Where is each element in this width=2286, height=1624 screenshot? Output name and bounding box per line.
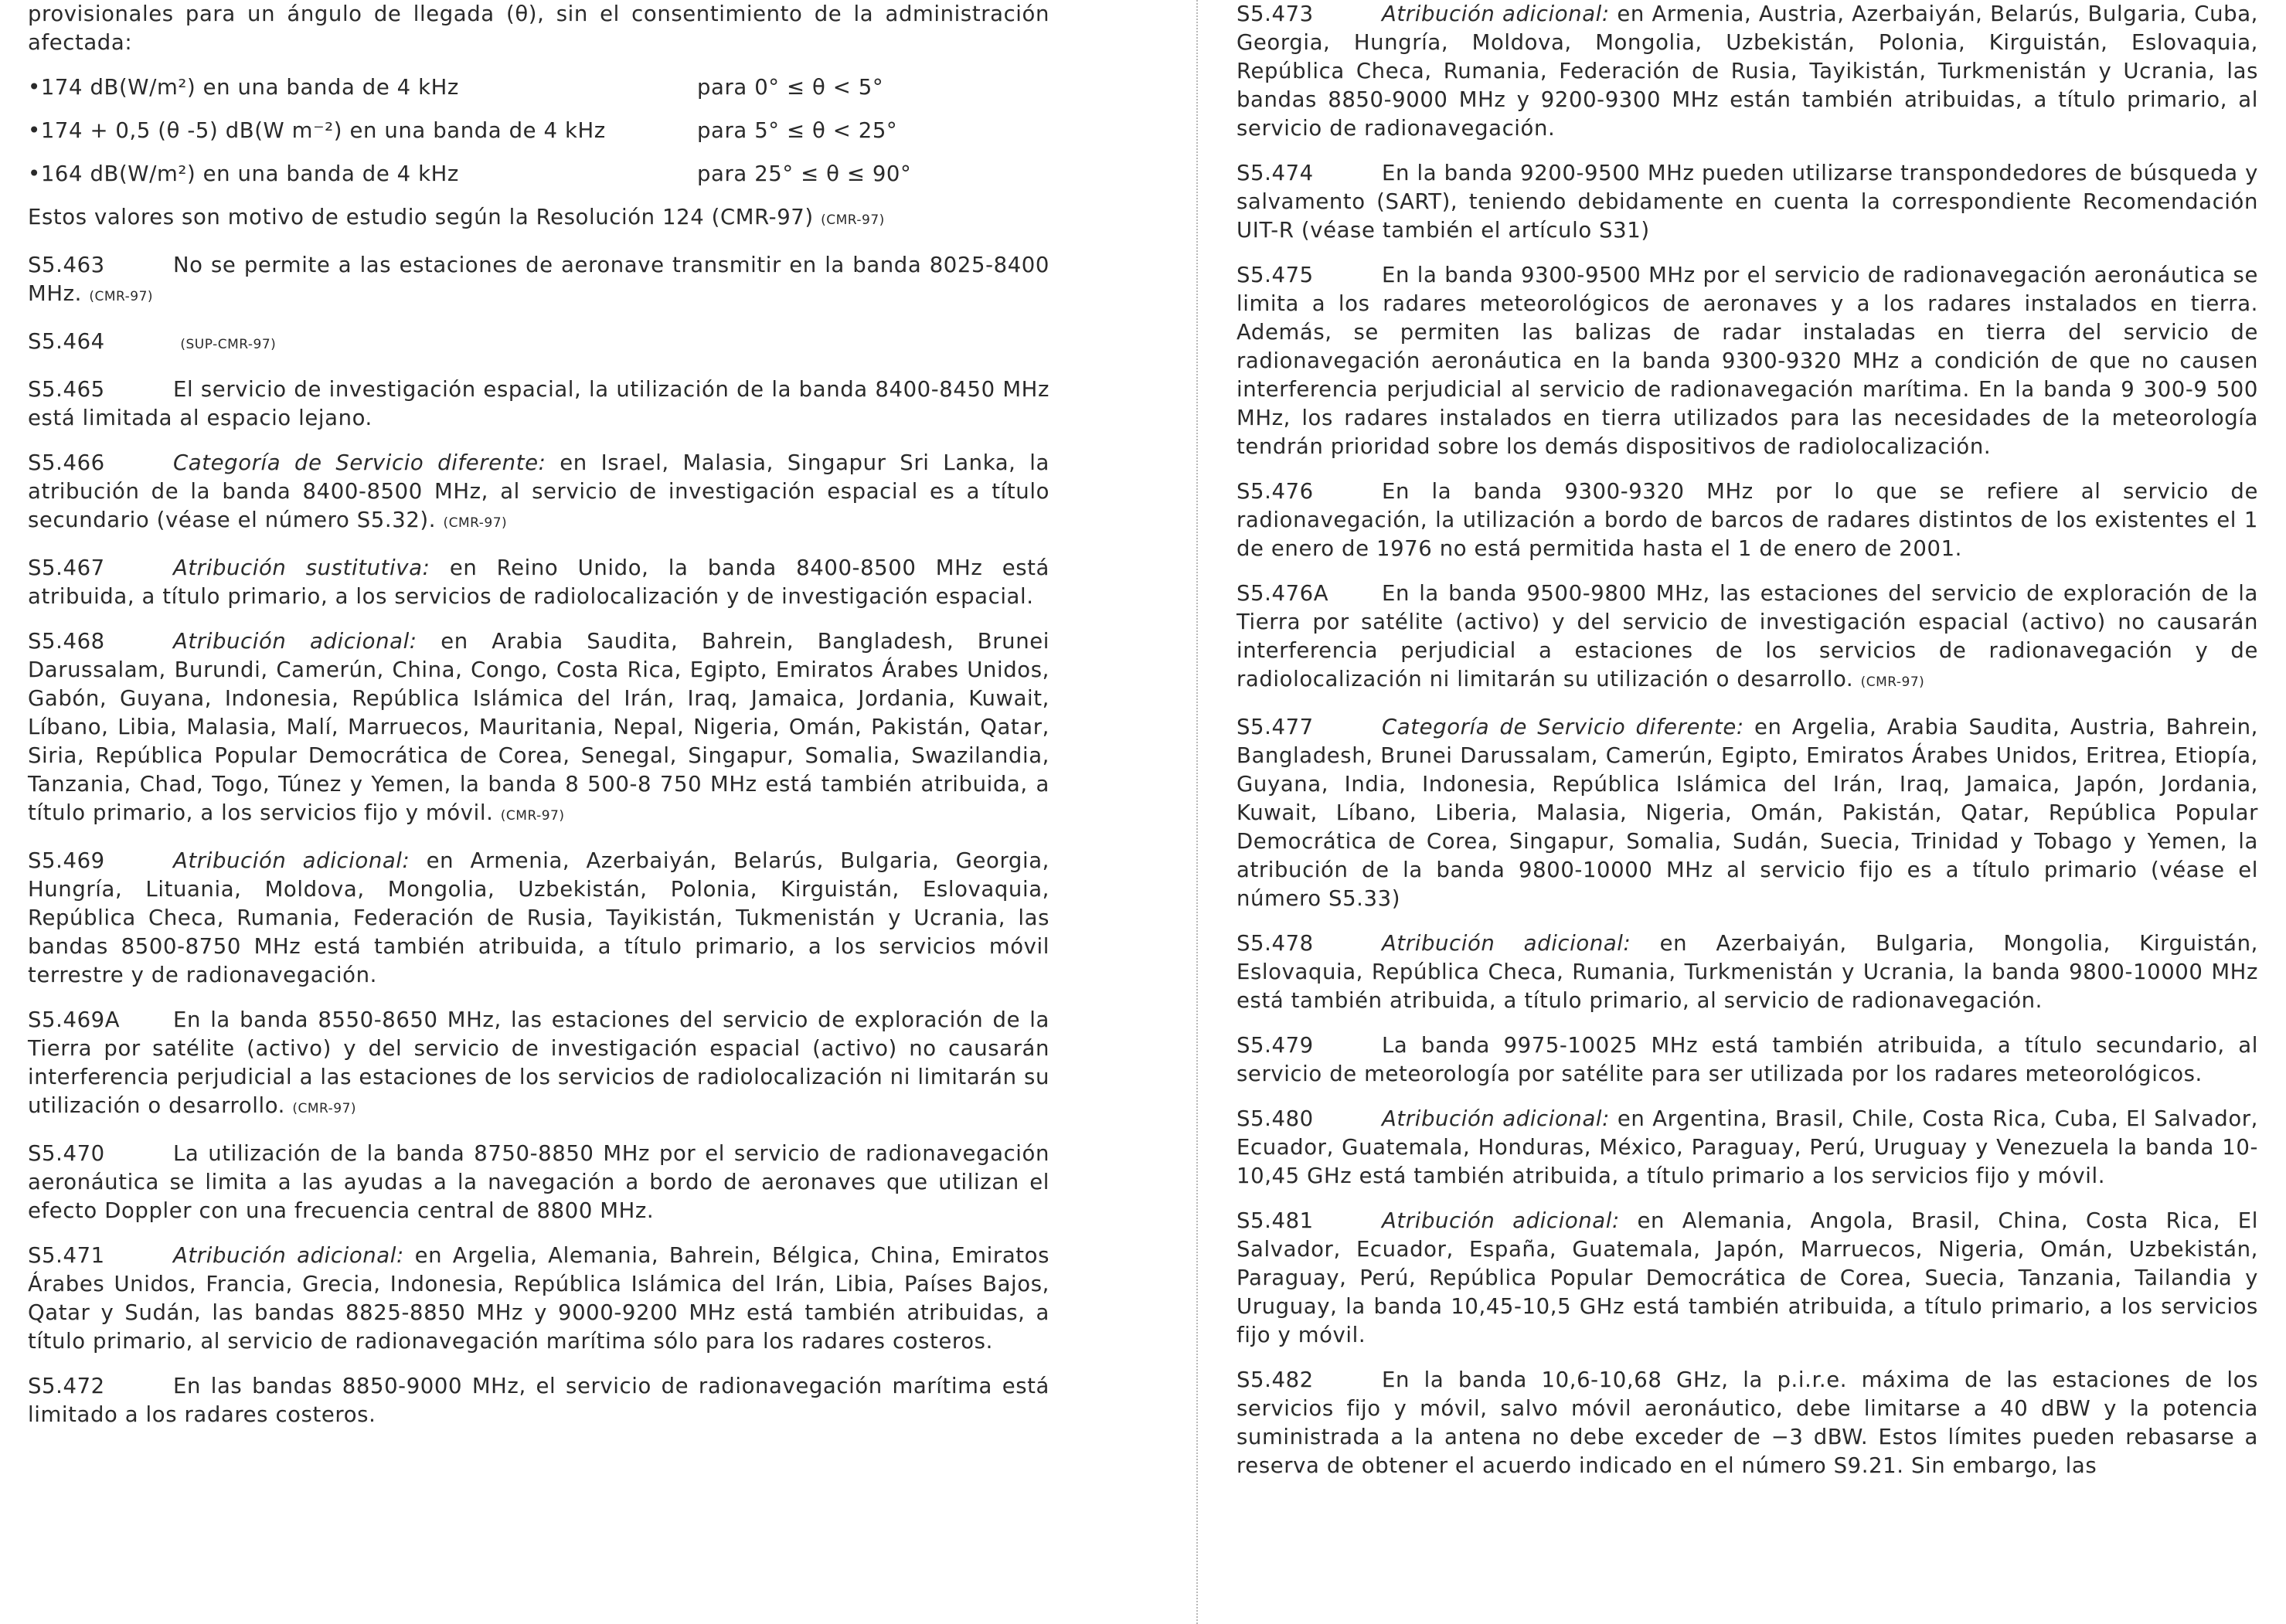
footnote-number: S5.470	[28, 1141, 105, 1166]
reference-tag: (CMR-97)	[292, 1101, 357, 1116]
footnote-text: En la banda 8550-8650 MHz, las estaciones del servicio de exploración de la Tierra por satélite (activo) y del servicio de investigación espacial (activo) no causarán interferencia perjudicial a las estaciones de los servicios de radiolocalización ni limitarán su utilización o desarrollo.	[28, 1007, 1049, 1118]
footnote-number: S5.476	[1237, 479, 1314, 504]
footnote-text: El servicio de investigación espacial, la utilización de la banda 8400-8450 MHz está limitada al espacio lejano.	[28, 377, 1049, 430]
right-column	[1237, 0, 2258, 1497]
footnote-paragraph	[28, 1242, 1049, 1356]
footnote-number: S5.471	[28, 1243, 105, 1268]
limit-row	[28, 160, 1049, 189]
footnote-number: S5.465	[28, 377, 105, 402]
footnote-paragraph	[28, 1372, 1049, 1429]
footnote-text: En la banda 9300-9320 MHz por lo que se refiere al servicio de radionavegación, la utilización a bordo de barcos de radares distintos de los existentes el 1 de enero de 1976 no está permitida hasta el 1 de enero de 2001.	[1237, 479, 2258, 561]
footnote-paragraph	[1237, 1207, 2258, 1350]
footnote-text: en Armenia, Azerbaiyán, Belarús, Bulgaria, Georgia, Hungría, Lituania, Moldova, Mongolia, Uzbekistán, Polonia, Kirguistán, Eslovaquia, República Checa, Rumania, Federación de Rusia, Tayikistán, Tukmenistán y Ucrania, las bandas 8500-8750 MHz está también atribuida, a título primario, a los servicios móvil terrestre y de radionavegación.	[28, 848, 1049, 987]
footnote-text: en Argelia, Alemania, Bahrein, Bélgica, China, Emiratos Árabes Unidos, Francia, Grecia, Indonesia, República Islámica del Irán, Libia, Países Bajos, Qatar y Sudán, las bandas 8825-8850 MHz y 9000-9200 MHz está también atribuidas, a título primario, al servicio de radionavegación marítima sólo para los radares costeros.	[28, 1243, 1050, 1354]
footnote-paragraph	[28, 251, 1049, 311]
footnote-paragraph	[1237, 159, 2258, 245]
reference-tag: (CMR-97)	[1860, 674, 1925, 690]
study-text: Estos valores son motivo de estudio según la Resolución 124 (CMR-97)	[28, 205, 814, 229]
right-footnote-list	[1237, 0, 2258, 1480]
footnote-paragraph	[28, 554, 1049, 611]
footnote-number: S5.479	[1237, 1033, 1314, 1058]
footnote-text: En las bandas 8850-9000 MHz, el servicio de radionavegación marítima está limitado a los radares costeros.	[28, 1374, 1049, 1427]
footnote-text: En la banda 9500-9800 MHz, las estaciones del servicio de exploración de la Tierra por satélite (activo) y del servicio de investigación espacial (activo) no causarán interferencia perjudicial a estaciones de los servicios de radionavegación y de radiolocalización ni limitarán su utilización o desarrollo.	[1237, 581, 2258, 691]
allocation-type: Atribución adicional:	[1382, 1106, 1611, 1131]
footnote-paragraph	[28, 449, 1049, 538]
limit-value: •164 dB(W/m²) en una banda de 4 kHz	[28, 161, 459, 186]
footnote-number: S5.481	[1237, 1208, 1314, 1233]
footnote-text: En la banda 9200-9500 MHz pueden utilizarse transpondedores de búsqueda y salvamento (SART), teniendo debidamente en cuenta la correspondiente Recomendación UIT-R (véase también el artículo S31)	[1237, 161, 2258, 243]
limit-value: •174 + 0,5 (θ -5) dB(W m⁻²) en una banda de 4 kHz	[28, 118, 606, 143]
footnote-text: en Arabia Saudita, Bahrein, Bangladesh, Brunei Darussalam, Burundi, Camerún, China, Congo, Costa Rica, Egipto, Emiratos Árabes Unidos, Gabón, Guyana, Indonesia, República Islámica del Irán, Iraq, Jamaica, Jordania, Kuwait, Líbano, Libia, Malasia, Malí, Marruecos, Mauritania, Nepal, Nigeria, Omán, Pakistán, Qatar, Siria, República Popular Democrática de Corea, Senegal, Singapur, Somalia, Swazilandia, Tanzania, Chad, Togo, Túnez y Yemen, la banda 8 500-8 750 MHz está también atribuida, a título primario, a los servicios fijo y móvil.	[28, 629, 1049, 825]
left-column	[28, 0, 1049, 1446]
limit-value: •174 dB(W/m²) en una banda de 4 kHz	[28, 75, 459, 100]
footnote-text: en Reino Unido, la banda 8400-8500 MHz está atribuida, a título primario, a los servicios de radiolocalización y de investigación espacial.	[28, 555, 1050, 609]
footnote-paragraph	[1237, 1366, 2258, 1480]
footnote-paragraph	[28, 847, 1049, 990]
footnote-number: S5.468	[28, 629, 105, 654]
footnote-text: en Israel, Malasia, Singapur Sri Lanka, la atribución de la banda 8400-8500 MHz, al servicio de investigación espacial es a título secundario (véase el número S5.32).	[28, 450, 1050, 532]
footnote-number: S5.472	[28, 1374, 105, 1398]
footnote-text: en Armenia, Austria, Azerbaiyán, Belarús, Bulgaria, Cuba, Georgia, Hungría, Moldova, Mongolia, Uzbekistán, Polonia, Kirguistán, Eslovaquia, República Checa, Rumania, Federación de Rusia, Tayikistán, Turkmenistán y Ucrania, las bandas 8850-9000 MHz y 9200-9300 MHz están también atribuidas, a título primario, al servicio de radionavegación.	[1237, 2, 2258, 141]
footnote-text: en Argentina, Brasil, Chile, Costa Rica, Cuba, El Salvador, Ecuador, Guatemala, Honduras, México, Paraguay, Perú, Uruguay y Venezuela la banda 10-10,45 GHz está también atribuida, a título primario a los servicios fijo y móvil.	[1237, 1106, 2258, 1188]
footnote-paragraph	[1237, 929, 2258, 1015]
footnote-text: en Alemania, Angola, Brasil, China, Costa Rica, El Salvador, Ecuador, España, Guatemala, Japón, Marruecos, Nigeria, Omán, Uzbekistán, Paraguay, Perú, República Popular Democrática de Corea, Suecia, Tanzania, Tailandia y Uruguay, la banda 10,45-10,5 GHz está también atribuida, a título primario, a los servicios fijo y móvil.	[1237, 1208, 2258, 1347]
allocation-type: Categoría de Servicio diferente:	[1382, 715, 1744, 739]
footnote-text: No se permite a las estaciones de aeronave transmitir en la banda 8025-8400 MHz.	[28, 253, 1049, 306]
allocation-type: Atribución adicional:	[1382, 2, 1610, 26]
footnote-number: S5.476A	[1237, 581, 1329, 606]
allocation-type: Atribución sustitutiva:	[173, 555, 430, 580]
footnote-paragraph	[1237, 261, 2258, 461]
footnote-paragraph	[28, 1140, 1049, 1225]
intro-text: provisionales para un ángulo de llegada (θ), sin el consentimiento de la administración afectada:	[28, 2, 1049, 55]
column-divider	[1196, 0, 1198, 1624]
footnote-number: S5.474	[1237, 161, 1314, 185]
footnote-paragraph	[28, 328, 1049, 359]
footnote-number: S5.467	[28, 555, 105, 580]
footnote-number: S5.463	[28, 253, 105, 277]
footnote-number: S5.477	[1237, 715, 1314, 739]
footnote-text: en Argelia, Arabia Saudita, Austria, Bahrein, Bangladesh, Brunei Darussalam, Camerún, Egipto, Emiratos Árabes Unidos, Eritrea, Etiopía, Guyana, India, Indonesia, República Islámica del Irán, Iraq, Jamaica, Japón, Jordania, Kuwait, Líbano, Liberia, Malasia, Nigeria, Omán, Pakistán, Qatar, República Popular Democrática de Corea, Singapur, Somalia, Sudán, Suecia, Trinidad y Tobago y Yemen, la atribución de la banda 9800-10000 MHz al servicio fijo es a título primario (véase el número S5.33)	[1237, 715, 2258, 911]
allocation-type: Atribución adicional:	[173, 1243, 404, 1268]
footnote-number: S5.480	[1237, 1106, 1314, 1131]
footnote-number: S5.464	[28, 329, 105, 354]
reference-tag: (CMR-97)	[89, 289, 154, 304]
limit-row	[28, 117, 1049, 145]
footnote-paragraph	[1237, 713, 2258, 913]
footnote-number: S5.469A	[28, 1007, 121, 1032]
footnote-number: S5.475	[1237, 263, 1314, 287]
allocation-type: Atribución adicional:	[173, 629, 417, 654]
footnote-paragraph	[28, 375, 1049, 433]
footnote-paragraph	[1237, 579, 2258, 697]
footnote-number: S5.473	[1237, 2, 1314, 26]
footnote-text: En la banda 10,6-10,68 GHz, la p.i.r.e. máxima de las estaciones de los servicios fijo y móvil, salvo móvil aeronáutico, debe limitarse a 40 dBW y la potencia suministrada a la antena no debe exceder de −3 dBW. Estos límites pueden rebasarse a reserva de obtener el acuerdo indicado en el número S9.21. Sin embargo, las	[1237, 1367, 2258, 1478]
footnote-text: En la banda 9300-9500 MHz por el servicio de radionavegación aeronáutica se limita a los radares meteorológicos de aeronaves y a los radares instalados en tierra. Además, se permiten las balizas de radar instaladas en tierra del servicio de radionavegación aeronáutica en la banda 9300-9320 MHz a condición de que no causen interferencia perjudicial al servicio de radionavegación marítima. En la banda 9 300-9 500 MHz, los radares instalados en tierra utilizados para las necesidades de la meteorología tendrán prioridad sobre los demás dispositivos de radiolocalización.	[1237, 263, 2258, 459]
reference-tag: (SUP-CMR-97)	[180, 337, 277, 352]
allocation-type: Atribución adicional:	[1382, 931, 1631, 956]
footnote-paragraph	[28, 1006, 1049, 1123]
limit-angle: para 5° ≤ θ < 25°	[697, 118, 898, 143]
limit-angle: para 25° ≤ θ ≤ 90°	[697, 161, 912, 186]
reference-tag: (CMR-97)	[821, 212, 885, 228]
left-footnote-list	[28, 251, 1049, 1429]
footnote-number: S5.469	[28, 848, 105, 873]
footnote-paragraph	[28, 627, 1049, 831]
footnote-text: La utilización de la banda 8750-8850 MHz por el servicio de radionavegación aeronáutica se limita a las ayudas a la navegación a bordo de aeronaves que utilizan el efecto Doppler con una frecuencia central de 8800 MHz.	[28, 1141, 1049, 1223]
footnote-paragraph	[1237, 1105, 2258, 1191]
footnote-text: La banda 9975-10025 MHz está también atribuida, a título secundario, al servicio de meteorología por satélite para ser utilizada por los radares meteorológicos.	[1237, 1033, 2258, 1086]
allocation-type: Categoría de Servicio diferente:	[173, 450, 546, 475]
study-note	[28, 203, 1049, 235]
footnote-paragraph	[1237, 477, 2258, 563]
limit-row	[28, 73, 1049, 102]
footnote-number: S5.482	[1237, 1367, 1314, 1392]
footnote-number: S5.466	[28, 450, 105, 475]
reference-tag: (CMR-97)	[500, 808, 565, 824]
footnote-text: en Azerbaiyán, Bulgaria, Mongolia, Kirguistán, Eslovaquia, República Checa, Rumania, Turkmenistán y Ucrania, la banda 9800-10000 MHz está también atribuida, a título primario, al servicio de radionavegación.	[1237, 931, 2258, 1013]
footnote-number: S5.478	[1237, 931, 1314, 956]
reference-tag: (CMR-97)	[443, 515, 508, 531]
limit-angle: para 0° ≤ θ < 5°	[697, 75, 884, 100]
allocation-type: Atribución adicional:	[1382, 1208, 1620, 1233]
footnote-paragraph	[1237, 1031, 2258, 1089]
allocation-type: Atribución adicional:	[173, 848, 410, 873]
footnote-paragraph	[1237, 0, 2258, 143]
